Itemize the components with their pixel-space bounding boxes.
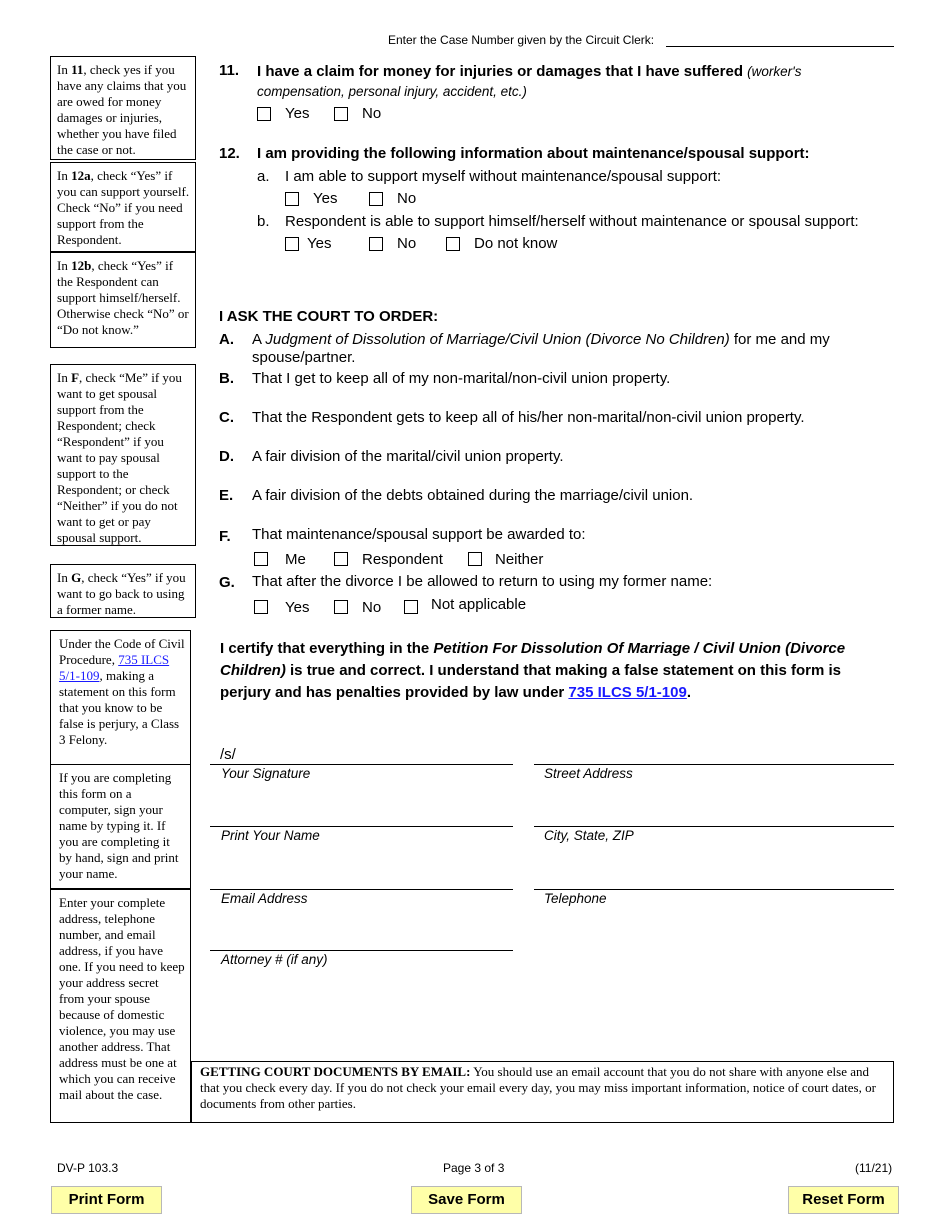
- certify-end: .: [686, 684, 691, 701]
- q12a-yes-label: Yes: [313, 190, 338, 207]
- order-g-yes-label: Yes: [285, 599, 310, 616]
- attorney-number-line[interactable]: [210, 950, 513, 951]
- order-f-respondent-label: Respondent: [362, 551, 443, 568]
- order-e-letter: E.: [219, 487, 234, 504]
- order-b-text: That I get to keep all of my non-marital/non-civil union property.: [252, 370, 671, 387]
- order-g-no-checkbox[interactable]: [334, 600, 348, 614]
- note-bold: F: [71, 370, 80, 385]
- form-id: DV-P 103.3: [57, 1161, 119, 1175]
- q11-label: I have a claim for money for injuries or damages that I have suffered: [257, 63, 743, 80]
- q12-number: 12.: [219, 145, 240, 162]
- note-bold: 12b: [71, 258, 92, 273]
- case-number-label: Enter the Case Number given by the Circuit Clerk:: [388, 33, 655, 47]
- signature-value[interactable]: /s/: [220, 746, 236, 763]
- order-g-letter: G.: [219, 574, 235, 591]
- your-signature-label: Your Signature: [221, 766, 311, 781]
- note-text: In: [57, 570, 72, 585]
- note-text: Under the Code of Civil Procedure,: [59, 636, 185, 667]
- attorney-number-label: Attorney # (if any): [221, 952, 328, 967]
- sidebar-note-f: [50, 364, 196, 546]
- street-address-line[interactable]: [534, 764, 894, 765]
- certify-statute-link[interactable]: 735 ILCS 5/1-109: [568, 684, 687, 701]
- q12-text: I am providing the following information about maintenance/spousal support:: [257, 145, 810, 162]
- note-text: In: [57, 258, 72, 273]
- order-b-letter: B.: [219, 370, 234, 387]
- order-f-me-checkbox[interactable]: [254, 552, 268, 566]
- form-revision: (11/21): [855, 1161, 893, 1175]
- page-number: Page 3 of 3: [443, 1161, 505, 1175]
- order-a-italic: Judgment of Dissolution of Marriage/Civil Union (Divorce No Children): [265, 331, 730, 348]
- note-text: , check “Yes” if the Respondent can support himself/herself. Otherwise check “No” or “Do not know.”: [57, 258, 189, 337]
- q12b-no-label: No: [397, 235, 417, 252]
- q12b-text: Respondent is able to support himself/herself without maintenance or spousal support:: [285, 213, 859, 230]
- signature-line[interactable]: [210, 764, 513, 765]
- q11-yes-label: Yes: [285, 105, 310, 122]
- email-documents-notice: [191, 1061, 894, 1123]
- order-f-neither-checkbox[interactable]: [468, 552, 482, 566]
- order-d-text: A fair division of the marital/civil union property.: [252, 448, 564, 465]
- sidebar-note-sign: [50, 765, 191, 889]
- q12a-no-label: No: [397, 190, 417, 207]
- email-notice-heading: GETTING COURT DOCUMENTS BY EMAIL:: [200, 1064, 471, 1079]
- order-f-neither-label: Neither: [495, 551, 544, 568]
- order-g-not-applicable-checkbox[interactable]: [404, 600, 418, 614]
- order-a-pre: A: [252, 331, 266, 348]
- order-f-text: That maintenance/spousal support be awarded to:: [252, 526, 586, 543]
- print-form-button[interactable]: Print Form: [51, 1186, 162, 1214]
- certify-pre: I certify that everything in the: [220, 640, 434, 657]
- print-name-label: Print Your Name: [221, 828, 320, 843]
- sidebar-note-12a: [50, 162, 196, 252]
- q11-number: 11.: [219, 62, 240, 79]
- email-address-label: Email Address: [221, 891, 308, 906]
- q11-yes-checkbox[interactable]: [257, 107, 271, 121]
- q12a-text: I am able to support myself without maintenance/spousal support:: [285, 168, 722, 185]
- order-f-letter: F.: [219, 528, 231, 545]
- note-text: Enter your complete address, telephone number, and email address, if you have one. If you need to keep your address secret from your spouse because of domestic violence, you may use another address. That address must be one at which you can receive mail about the case.: [59, 895, 185, 1102]
- note-bold: 12a: [71, 168, 91, 183]
- note-text: , check yes if you have any claims that you are owed for money damages or injuries, whether you have filed the case or not.: [57, 62, 187, 157]
- note-text: In: [57, 62, 72, 77]
- note-text: , making a statement on this form that you know to be false is perjury, a Class 3 Felony.: [59, 668, 180, 747]
- q11-text: [257, 62, 877, 102]
- note-text: , check “Me” if you want to get spousal support from the Respondent; check “Respondent” if you want to pay spousal support to the Respondent; or check “Neither” if you do not want to get or pay spousal support.: [57, 370, 182, 545]
- sidebar-note-address: [50, 889, 191, 1123]
- q12b-dont-know-label: Do not know: [474, 235, 558, 252]
- note-text: , check “Yes” if you want to go back to using a former name.: [57, 570, 186, 617]
- order-a-letter: A.: [219, 331, 234, 348]
- note-bold: G: [71, 570, 82, 585]
- order-g-not-applicable-label: Not applicable: [431, 596, 527, 613]
- order-c-text: That the Respondent gets to keep all of his/her non-marital/non-civil union property.: [252, 409, 805, 426]
- q12b-letter: b.: [257, 213, 270, 230]
- q12a-letter: a.: [257, 168, 270, 185]
- certify-mid: is true and correct. I understand that making a false statement on this form is perjury and has penalties provided by law under: [220, 662, 841, 701]
- email-address-line[interactable]: [210, 889, 513, 890]
- certify-italic: Petition For Dissolution Of Marriage / Civil Union (Divorce Children): [220, 640, 846, 679]
- order-g-text: That after the divorce I be allowed to return to using my former name:: [252, 573, 713, 590]
- q12b-yes-label: Yes: [307, 235, 332, 252]
- order-e-text: A fair division of the debts obtained during the marriage/civil union.: [252, 487, 694, 504]
- city-state-zip-line[interactable]: [534, 826, 894, 827]
- order-a-text: [252, 331, 872, 367]
- sidebar-note-perjury: [50, 630, 191, 765]
- note-text: In: [57, 370, 72, 385]
- q11-no-checkbox[interactable]: [334, 107, 348, 121]
- order-g-no-label: No: [362, 599, 382, 616]
- order-g-yes-checkbox[interactable]: [254, 600, 268, 614]
- q11-no-label: No: [362, 105, 382, 122]
- street-address-label: Street Address: [544, 766, 633, 781]
- order-heading: I ASK THE COURT TO ORDER:: [219, 308, 439, 325]
- order-a-post: for me and my spouse/partner.: [252, 331, 830, 366]
- order-c-letter: C.: [219, 409, 234, 426]
- note-bold: 11: [71, 62, 84, 77]
- case-number-field[interactable]: [666, 46, 894, 47]
- q11-italic: (worker's compensation, personal injury, accident, etc.): [257, 64, 802, 99]
- statute-link[interactable]: 735 ILCS 5/1-109: [59, 652, 170, 683]
- order-f-me-label: Me: [285, 551, 306, 568]
- order-d-letter: D.: [219, 448, 234, 465]
- order-f-respondent-checkbox[interactable]: [334, 552, 348, 566]
- q12b-dont-know-checkbox[interactable]: [446, 237, 460, 251]
- note-text: If you are completing this form on a computer, sign your name by typing it. If you are completing it by hand, sign and print your name.: [59, 770, 179, 881]
- note-text: , check “Yes” if you can support yourself. Check “No” if you need support from the Respondent.: [57, 168, 190, 247]
- telephone-label: Telephone: [544, 891, 607, 906]
- reset-form-button[interactable]: Reset Form: [788, 1186, 899, 1214]
- save-form-button[interactable]: Save Form: [411, 1186, 522, 1214]
- telephone-line[interactable]: [534, 889, 894, 890]
- q12a-yes-checkbox[interactable]: [285, 192, 299, 206]
- email-notice-text: You should use an email account that you do not share with anyone else and that you check every day. If you do not check your email every day, you may miss important information, notice of court dates, or documents from other parties.: [200, 1064, 876, 1111]
- q12a-no-checkbox[interactable]: [369, 192, 383, 206]
- sidebar-note-g: [50, 564, 196, 618]
- print-name-line[interactable]: [210, 826, 513, 827]
- note-text: In: [57, 168, 72, 183]
- q12b-no-checkbox[interactable]: [369, 237, 383, 251]
- q12b-yes-checkbox[interactable]: [285, 237, 299, 251]
- certification-statement: [220, 638, 890, 704]
- sidebar-note-12b: [50, 252, 196, 348]
- city-state-zip-label: City, State, ZIP: [544, 828, 634, 843]
- sidebar-note-11: [50, 56, 196, 160]
